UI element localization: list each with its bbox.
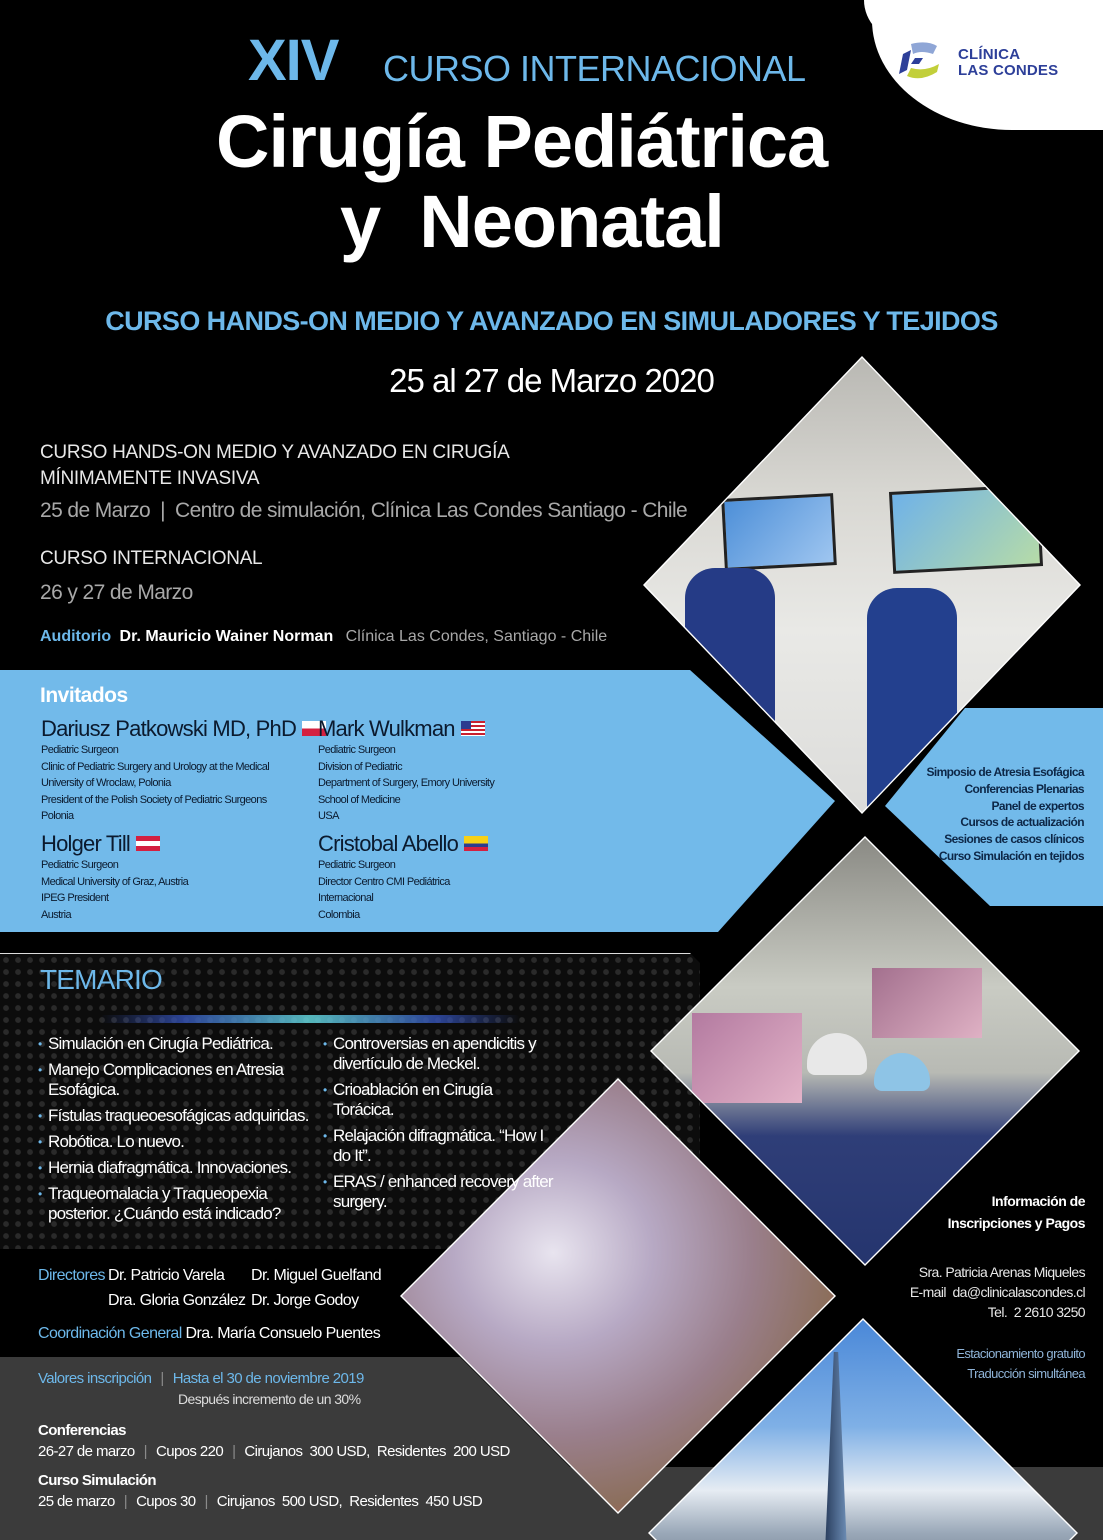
auditorio-line xyxy=(40,628,607,646)
colombia-flag-icon xyxy=(464,836,488,851)
payment-contact: Sra. Patricia Arenas Miqueles xyxy=(918,1264,1085,1280)
temario-item: • Manejo Complicaciones en Atresia Esofágica. xyxy=(38,1060,323,1100)
guest-detail: Polonia xyxy=(41,810,74,823)
invitados-title: Invitados xyxy=(40,684,128,707)
coordination-label: Coordinación General xyxy=(38,1325,182,1342)
guest-detail: Pediatric Surgeon xyxy=(318,859,396,871)
temario-list-col-2 xyxy=(323,1034,553,1218)
logo-line-2: LAS CONDES xyxy=(958,62,1059,79)
guest-detail: USA xyxy=(318,810,339,823)
director-name: Dr. Patricio Varela xyxy=(108,1267,225,1284)
hands-on-title-1: CURSO HANDS-ON MEDIO Y AVANZADO EN CIRUGÍA xyxy=(40,442,510,463)
activities-list xyxy=(900,764,1084,865)
temario-item: • Crioablación en Cirugía Torácica. xyxy=(323,1080,553,1120)
director-name: Dr. Jorge Godoy xyxy=(251,1292,359,1309)
payment-title-1: Información de xyxy=(991,1193,1085,1209)
guest-detail: Colombia xyxy=(318,908,360,921)
hands-on-title-2: MÍNIMAMENTE INVASIVA xyxy=(40,468,260,489)
activity-item: Sesiones de casos clínicos xyxy=(944,832,1084,847)
logo-line-1: CLÍNICA xyxy=(958,46,1021,63)
intl-date: 26 y 27 de Marzo xyxy=(40,581,193,604)
international-section xyxy=(40,546,262,606)
simulacion-fees: Cirujanos 500 USD, Residentes 450 USD xyxy=(216,1493,483,1510)
separator: | xyxy=(160,499,165,522)
director-name: Dr. Miguel Guelfand xyxy=(251,1267,382,1284)
payment-email[interactable]: E-mail da@clinicalascondes.cl xyxy=(909,1284,1085,1300)
guest-detail: Clinic of Pediatric Surgery and Urology at the Medical xyxy=(41,760,270,773)
conferencias-fees: Cirujanos 300 USD, Residentes 200 USD xyxy=(244,1443,510,1460)
hands-on-date: 25 de Marzo xyxy=(40,499,151,522)
temario-item: • Relajación difragmática. “How I do It”. xyxy=(323,1126,553,1166)
auditorio-place: Clínica Las Condes, Santiago - Chile xyxy=(345,628,608,645)
hands-on-details xyxy=(40,498,687,524)
logo-text xyxy=(958,47,1058,79)
temario-title: TEMARIO xyxy=(40,964,162,995)
guest-card xyxy=(41,716,326,825)
guest-detail: Pediatric Surgeon xyxy=(41,744,119,756)
guest-detail: Pediatric Surgeon xyxy=(318,744,396,756)
guest-card xyxy=(318,716,494,825)
auditorio-label: Auditorio xyxy=(40,628,112,645)
hands-on-section xyxy=(40,440,687,524)
prices-deadline: Hasta el 30 de noviembre 2019 xyxy=(172,1370,364,1387)
temario-item: • Robótica. Lo nuevo. xyxy=(38,1132,323,1152)
guest-card xyxy=(41,831,188,923)
payment-phone[interactable]: Tel. 2 2610 3250 xyxy=(987,1304,1085,1320)
temario-item: • Traqueomalacia y Traqueopexia posterior. ¿Cuándo está indicado? xyxy=(38,1184,323,1224)
guest-detail: Medical University of Graz, Austria xyxy=(41,875,189,888)
guest-name: Holger Till xyxy=(41,831,131,856)
simulacion-title: Curso Simulación xyxy=(38,1472,156,1489)
course-type: CURSO INTERNACIONAL xyxy=(383,48,806,89)
guest-detail: Director Centro CMI Pediátrica xyxy=(318,875,450,888)
guest-name: Cristobal Abello xyxy=(318,831,459,856)
prices-section: Valores inscripción | Hasta el 30 de noviembre 2019 Después incremento de un 30% Conferencias 26-27 de marzo | Cupos 220 | Cirujanos 300 USD, Residentes 200 USD Curso Simulación 25 de marzo | Cupos 30 | Cirujanos 500 USD, Residentes 450 USD xyxy=(38,1370,510,1510)
guest-detail: Austria xyxy=(41,908,72,921)
payment-info xyxy=(895,1190,1085,1384)
directors-label: Directores xyxy=(38,1267,105,1284)
austria-flag-icon xyxy=(136,836,160,851)
guest-detail: University of Wroclaw, Polonia xyxy=(41,777,171,790)
payment-title-2: Inscripciones y Pagos xyxy=(947,1215,1085,1231)
prices-label: Valores inscripción xyxy=(38,1370,152,1387)
guest-detail: Internacional xyxy=(318,892,374,905)
temario-item: • Controversias en apendicitis y divertículo de Meckel. xyxy=(323,1034,553,1074)
guest-name: Dariusz Patkowski MD, PhD xyxy=(41,716,297,741)
guest-detail: Pediatric Surgeon xyxy=(41,859,119,871)
temario-item: • Simulación en Cirugía Pediátrica. xyxy=(38,1034,323,1054)
temario-item: • Hernia diafragmática. Innovaciones. xyxy=(38,1158,323,1178)
temario-item: • Fístulas traqueoesofágicas adquiridas. xyxy=(38,1106,323,1126)
conferencias-title: Conferencias xyxy=(38,1422,126,1439)
guest-detail: Department of Surgery, Emory University xyxy=(318,777,495,790)
guest-detail: Division of Pediatric xyxy=(318,760,402,773)
coordinator-name: Dra. María Consuelo Puentes xyxy=(185,1325,381,1342)
directors-section xyxy=(38,1263,381,1346)
main-title-line-1: Cirugía Pediátrica xyxy=(216,100,828,183)
activity-item: Simposio de Atresia Esofágica xyxy=(926,765,1084,779)
perk-translation: Traducción simultánea xyxy=(967,1366,1085,1381)
guest-name: Mark Wulkman xyxy=(318,716,455,741)
simulacion-cupos: Cupos 30 xyxy=(136,1493,196,1510)
auditorio-name: Dr. Mauricio Wainer Norman xyxy=(119,628,334,645)
activity-item: Cursos de actualización xyxy=(960,815,1084,830)
simulacion-date: 25 de marzo xyxy=(38,1493,115,1510)
guest-detail: IPEG President xyxy=(41,892,109,905)
activity-item: Panel de expertos xyxy=(991,798,1084,813)
temario-item: • ERAS / enhanced recovery after surgery. xyxy=(323,1172,553,1212)
subtitle: CURSO HANDS-ON MEDIO Y AVANZADO EN SIMULADORES Y TEJIDOS xyxy=(105,306,998,336)
guest-detail: President of the Polish Society of Pediatric Surgeons xyxy=(41,793,267,806)
guest-detail: School of Medicine xyxy=(318,793,401,806)
hands-on-place: Centro de simulación, Clínica Las Condes Santiago - Chile xyxy=(175,499,688,522)
perk-parking: Estacionamiento gratuito xyxy=(956,1346,1085,1361)
conferencias-date: 26-27 de marzo xyxy=(38,1443,135,1460)
activity-item: Conferencias Plenarias xyxy=(964,781,1084,796)
conferencias-cupos: Cupos 220 xyxy=(155,1443,224,1460)
activity-item: Curso Simulación en tejidos xyxy=(938,848,1084,863)
decorative-glow-line xyxy=(100,1015,520,1023)
guest-card xyxy=(318,831,488,923)
main-title-line-2: y Neonatal xyxy=(340,180,724,263)
edition-number: XIV xyxy=(248,28,339,93)
intl-title: CURSO INTERNACIONAL xyxy=(40,548,263,569)
director-name: Dra. Gloria González xyxy=(108,1292,246,1309)
prices-after-note: Después incremento de un 30% xyxy=(178,1391,361,1407)
usa-flag-icon xyxy=(461,721,485,736)
temario-list-col-1 xyxy=(38,1034,323,1230)
event-dates: 25 al 27 de Marzo 2020 xyxy=(389,362,714,399)
clinica-las-condes-logo-icon xyxy=(897,42,945,82)
